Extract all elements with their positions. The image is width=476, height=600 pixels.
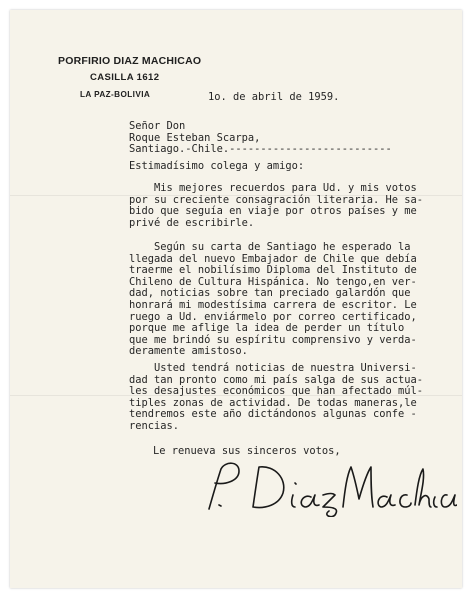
addressee-block: Señor Don Roque Esteban Scarpa, Santiago.-Chile.--------------------------	[129, 120, 392, 156]
salutation: Estimadísimo colega y amigo:	[129, 160, 305, 172]
letter-date: 1o. de abril de 1959.	[208, 91, 340, 103]
body-paragraph-2: Según su carta de Santiago he esperado la llegada del nuevo Embajador de Chile que debía traerme el nobilísimo Diploma del Instituto de Chileno de Cultura Hispánica. No tengo,en ver- dad, noticias sobre tan preciado galardón que honrará mi modestísima carrera de escritor. Le ruego a Ud. enviármelo por correo certificado, porque me aflige la idea de perder un título que me brindó su espíritu comprensivo y verda- deramente amistoso.	[129, 241, 417, 358]
letterhead-box: CASILLA 1612	[90, 72, 160, 83]
body-paragraph-1: Mis mejores recuerdos para Ud. y mis votos por su creciente consagración literaria. He sa- bido que seguía en viaje por otros países y me privé de escribirle.	[129, 182, 424, 229]
letterhead-name: PORFIRIO DIAZ MACHICAO	[58, 55, 202, 67]
body-paragraph-3: Usted tendrá noticias de nuestra Universi- dad tan pronto como mi país salga de sus actua- les desajustes económicos que han afectado múl- tiples zonas de actividad. De todas maneras,le tendremos este año dictándonos algunas confe - rencias.	[129, 362, 424, 432]
letter-sheet	[10, 10, 462, 588]
letterhead-city: LA PAZ-BOLIVIA	[80, 90, 151, 99]
handwritten-signature	[195, 459, 457, 517]
closing-line: Le renueva sus sinceros votos,	[153, 445, 341, 457]
